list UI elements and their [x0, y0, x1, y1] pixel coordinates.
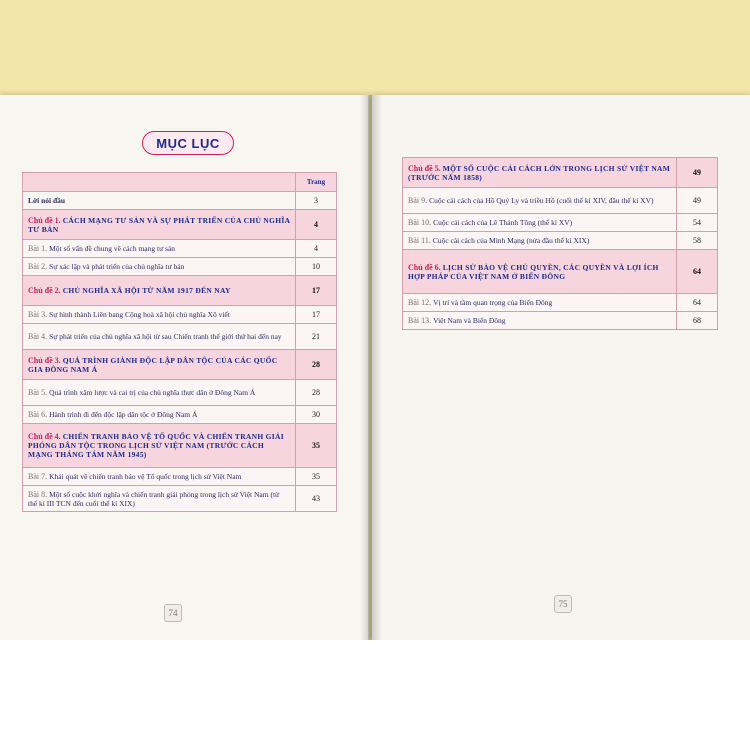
- toc-lesson-row: [403, 232, 718, 250]
- toc-lesson-row: [23, 306, 337, 324]
- toc-entry-title: CÁCH MẠNG TƯ SẢN VÀ SỰ PHÁT TRIỂN CỦA CHỦ NGHĨA TƯ BẢN: [28, 215, 290, 234]
- toc-heading-badge: [142, 131, 234, 155]
- toc-entry-title-cell: [23, 350, 296, 380]
- toc-lesson-row: [23, 468, 337, 486]
- toc-entry-page: 3: [296, 192, 337, 210]
- toc-entry-title-cell: [403, 232, 677, 250]
- toc-entry-page: 35: [296, 468, 337, 486]
- toc-entry-label: Bài 10.: [408, 218, 432, 227]
- toc-entry-page: 43: [296, 486, 337, 512]
- toc-entry-page: 68: [677, 312, 718, 330]
- toc-entry-label: Chủ đề 1.: [28, 215, 61, 225]
- toc-entry-title-cell: [23, 306, 296, 324]
- toc-entry-title: Hành trình đi đến độc lập dân tộc ở Đông Nam Á: [49, 410, 198, 419]
- toc-entry-label: Bài 1.: [28, 244, 48, 253]
- toc-entry-label: Bài 3.: [28, 310, 48, 319]
- toc-entry-page: 49: [677, 158, 718, 188]
- toc-entry-title-cell: [23, 324, 296, 350]
- toc-entry-title-cell: [403, 158, 677, 188]
- toc-entry-label: Chủ đề 4.: [28, 432, 61, 441]
- toc-entry-label: Bài 8.: [28, 489, 48, 499]
- table-surface-bottom: [0, 640, 750, 750]
- toc-header-blank: [23, 173, 296, 192]
- toc-table-left: [22, 172, 337, 512]
- toc-entry-title: Lời nói đầu: [28, 196, 66, 205]
- toc-lesson-row: [403, 214, 718, 232]
- toc-header-row: [23, 173, 337, 192]
- toc-table-right: [402, 157, 718, 330]
- toc-entry-title: Vị trí và tầm quan trọng của Biển Đông: [433, 298, 553, 307]
- toc-entry-page: 10: [296, 258, 337, 276]
- toc-entry-page: 4: [296, 210, 337, 240]
- book-spine: [360, 95, 382, 640]
- toc-lesson-row: [403, 294, 718, 312]
- toc-entry-title-cell: [23, 210, 296, 240]
- toc-entry-title-cell: [403, 214, 677, 232]
- toc-entry-title: Cuộc cải cách của Hồ Quý Ly và triều Hồ (cuối thế kỉ XIV, đầu thế kỉ XV): [429, 196, 654, 205]
- toc-entry-title-cell: [23, 406, 296, 424]
- toc-entry-title-cell: [23, 486, 296, 512]
- toc-entry-label: Chủ đề 2.: [28, 286, 61, 295]
- toc-entry-label: Bài 2.: [28, 262, 48, 271]
- toc-entry-label: Chủ đề 3.: [28, 355, 61, 365]
- toc-lesson-row: [23, 406, 337, 424]
- toc-entry-page: 4: [296, 240, 337, 258]
- toc-lesson-row: [23, 380, 337, 406]
- toc-lesson-row: [403, 188, 718, 214]
- toc-entry-label: Bài 5.: [28, 388, 48, 397]
- toc-entry-title-cell: [23, 468, 296, 486]
- toc-entry-label: Bài 9.: [408, 196, 428, 205]
- open-book: [0, 95, 750, 750]
- toc-entry-title-cell: [403, 294, 677, 312]
- toc-topic-row: [23, 210, 337, 240]
- toc-entry-label: Chủ đề 5.: [408, 163, 441, 173]
- page-number-left: 74: [164, 604, 182, 622]
- toc-entry-title-cell: [23, 380, 296, 406]
- right-page: [372, 95, 750, 640]
- toc-entry-title-cell: [403, 250, 677, 294]
- toc-entry-title-cell: [23, 192, 296, 210]
- toc-topic-row: [403, 250, 718, 294]
- toc-entry-title: Cuộc cải cách của Minh Mạng (nửa đầu thế kỉ XIX): [432, 236, 590, 245]
- toc-entry-page: 49: [677, 188, 718, 214]
- toc-entry-title: CHỦ NGHĨA XÃ HỘI TỪ NĂM 1917 ĐẾN NAY: [62, 286, 231, 295]
- toc-entry-title-cell: [403, 312, 677, 330]
- toc-entry-title: Khái quát về chiến tranh bảo vệ Tổ quốc trong lịch sử Việt Nam: [49, 472, 242, 481]
- toc-entry-label: Bài 13.: [408, 316, 432, 325]
- toc-entry-label: Chủ đề 6.: [408, 262, 441, 272]
- toc-entry-label: Bài 11.: [408, 236, 431, 245]
- toc-lesson-row: [23, 258, 337, 276]
- toc-entry-label: Bài 7.: [28, 472, 48, 481]
- toc-entry-page: 17: [296, 306, 337, 324]
- toc-entry-page: 21: [296, 324, 337, 350]
- toc-entry-page: 64: [677, 294, 718, 312]
- left-page: [0, 95, 369, 640]
- toc-entry-title: CHIẾN TRANH BẢO VỆ TỔ QUỐC VÀ CHIẾN TRANH GIẢI PHÓNG DÂN TỘC TRONG LỊCH SỬ VIỆT NAM (TRƯỚC CÁCH MẠNG THÁNG TÁM NĂM 1945): [28, 432, 284, 459]
- toc-entry-page: 17: [296, 276, 337, 306]
- toc-topic-row: [23, 276, 337, 306]
- toc-entry-title-cell: [23, 258, 296, 276]
- toc-entry-title: Sự phát triển của chủ nghĩa xã hội từ sau Chiến tranh thế giới thứ hai đến nay: [49, 332, 282, 341]
- toc-heading: MỤC LỤC: [156, 135, 220, 151]
- toc-entry-title: Một số cuộc khởi nghĩa và chiến tranh giải phóng trong lịch sử Việt Nam (từ thế kỉ III TCN đến cuối thế kỉ XIX): [28, 489, 280, 508]
- toc-entry-title-cell: [23, 276, 296, 306]
- toc-lesson-row: [23, 486, 337, 512]
- toc-entry-page: 30: [296, 406, 337, 424]
- toc-entry-label: Bài 4.: [28, 332, 48, 341]
- toc-topic-row: [23, 350, 337, 380]
- toc-entry-title-cell: [403, 188, 677, 214]
- toc-entry-page: 58: [677, 232, 718, 250]
- toc-entry-title: Việt Nam và Biển Đông: [433, 316, 506, 325]
- toc-entry-page: 64: [677, 250, 718, 294]
- toc-entry-title: Sự hình thành Liên bang Cộng hoà xã hội chủ nghĩa Xô viết: [49, 310, 230, 319]
- toc-entry-title: MỘT SỐ CUỘC CẢI CÁCH LỚN TRONG LỊCH SỬ VIỆT NAM (TRƯỚC NĂM 1858): [408, 163, 671, 182]
- toc-topic-row: [23, 424, 337, 468]
- page-number-right: 75: [554, 595, 572, 613]
- toc-header-page-label: Trang: [296, 173, 337, 192]
- toc-entry-page: 54: [677, 214, 718, 232]
- toc-entry-title: Quá trình xâm lược và cai trị của chủ nghĩa thực dân ở Đông Nam Á: [49, 388, 256, 397]
- toc-topic-row: [403, 158, 718, 188]
- toc-entry-title: Cuộc cải cách của Lê Thánh Tông (thế kỉ XV): [433, 218, 573, 227]
- toc-lesson-row: [23, 324, 337, 350]
- toc-entry-page: 28: [296, 380, 337, 406]
- toc-entry-page: 35: [296, 424, 337, 468]
- toc-entry-label: Bài 12.: [408, 298, 432, 307]
- toc-entry-title: LỊCH SỬ BẢO VỆ CHỦ QUYỀN, CÁC QUYỀN VÀ LỢI ÍCH HỢP PHÁP CỦA VIỆT NAM Ở BIỂN ĐÔNG: [408, 262, 659, 281]
- toc-entry-title-cell: [23, 240, 296, 258]
- toc-lesson-row: [23, 240, 337, 258]
- toc-entry-label: Bài 6.: [28, 410, 48, 419]
- toc-entry-title: QUÁ TRÌNH GIÀNH ĐỘC LẬP DÂN TỘC CỦA CÁC QUỐC GIA ĐÔNG NAM Á: [28, 355, 278, 374]
- toc-row: [23, 192, 337, 210]
- toc-entry-title: Sự xác lập và phát triển của chủ nghĩa tư bản: [49, 262, 185, 271]
- toc-entry-title: Một số vấn đề chung về cách mạng tư sản: [49, 244, 176, 253]
- toc-entry-page: 28: [296, 350, 337, 380]
- toc-lesson-row: [403, 312, 718, 330]
- toc-entry-title-cell: [23, 424, 296, 468]
